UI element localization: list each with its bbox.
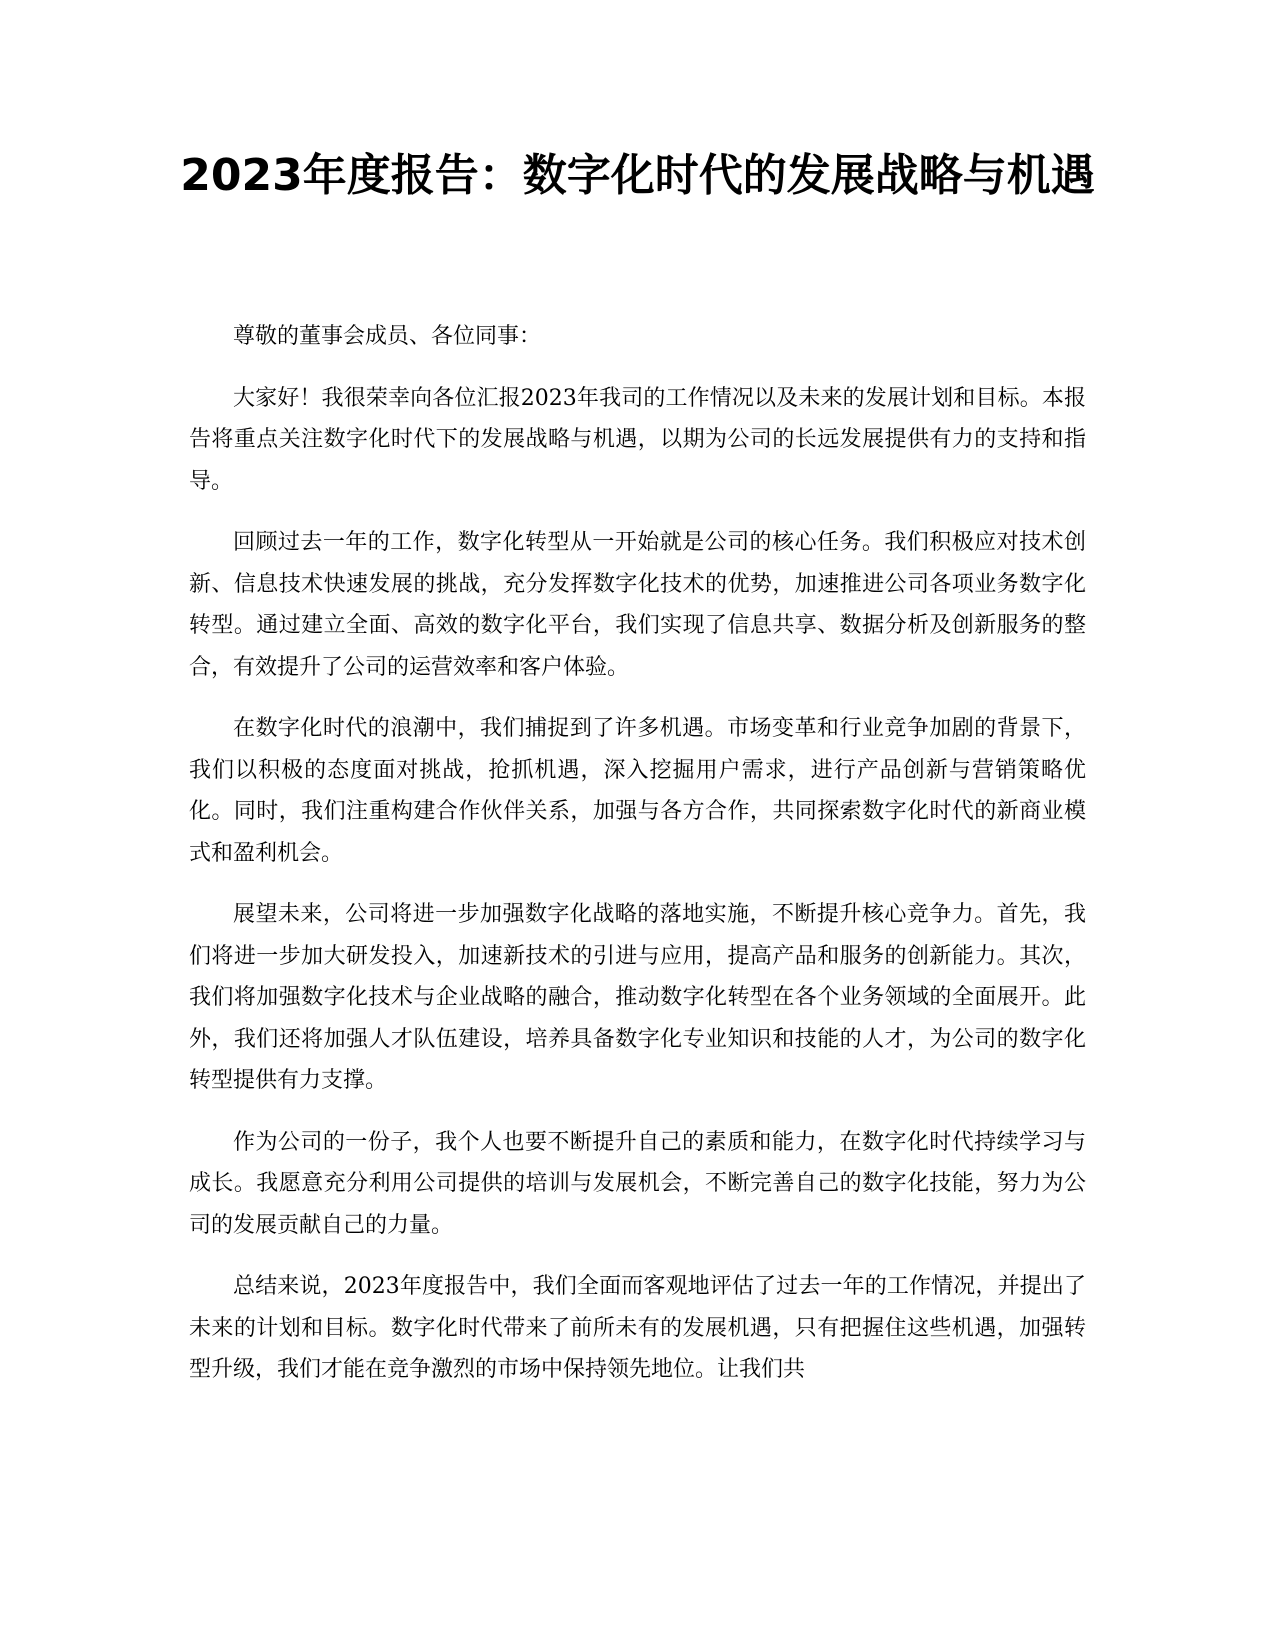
paragraph-summary: 总结来说，2023年度报告中，我们全面而客观地评估了过去一年的工作情况，并提出了未来的计划和目标。数字化时代带来了前所未有的发展机遇，只有把握住这些机遇，加强转型升级，我们才能在竞争激烈的市场中保持领先地位。让我们共 <box>189 1274 1086 1382</box>
document-body <box>189 316 1086 1411</box>
paragraph-greeting: 大家好！我很荣幸向各位汇报2023年我司的工作情况以及未来的发展计划和目标。本报告将重点关注数字化时代下的发展战略与机遇，以期为公司的长远发展提供有力的支持和指导。 <box>189 385 1086 494</box>
paragraph-review: 回顾过去一年的工作，数字化转型从一开始就是公司的核心任务。我们积极应对技术创新、信息技术快速发展的挑战，充分发挥数字化技术的优势，加速推进公司各项业务数字化转型。通过建立全面、高效的数字化平台，我们实现了信息共享、数据分析及创新服务的整合，有效提升了公司的运营效率和客户体验。 <box>189 530 1086 680</box>
paragraph-personal: 作为公司的一份子，我个人也要不断提升自己的素质和能力，在数字化时代持续学习与成长。我愿意充分利用公司提供的培训与发展机会，不断完善自己的数字化技能，努力为公司的发展贡献自己的力量。 <box>189 1129 1086 1238</box>
paragraph-outlook: 展望未来，公司将进一步加强数字化战略的落地实施，不断提升核心竞争力。首先，我们将进一步加大研发投入，加速新技术的引进与应用，提高产品和服务的创新能力。其次，我们将加强数字化技术与企业战略的融合，推动数字化转型在各个业务领域的全面展开。此外，我们还将加强人才队伍建设，培养具备数字化专业知识和技能的人才，为公司的数字化转型提供有力支撑。 <box>189 902 1086 1093</box>
document-title: 2023年度报告：数字化时代的发展战略与机遇 <box>180 150 1095 201</box>
paragraph-opportunities: 在数字化时代的浪潮中，我们捕捉到了许多机遇。市场变革和行业竞争加剧的背景下，我们以积极的态度面对挑战，抢抓机遇，深入挖掘用户需求，进行产品创新与营销策略优化。同时，我们注重构建合作伙伴关系，加强与各方合作，共同探索数字化时代的新商业模式和盈利机会。 <box>189 716 1086 866</box>
paragraph-salutation: 尊敬的董事会成员、各位同事： <box>233 324 542 349</box>
